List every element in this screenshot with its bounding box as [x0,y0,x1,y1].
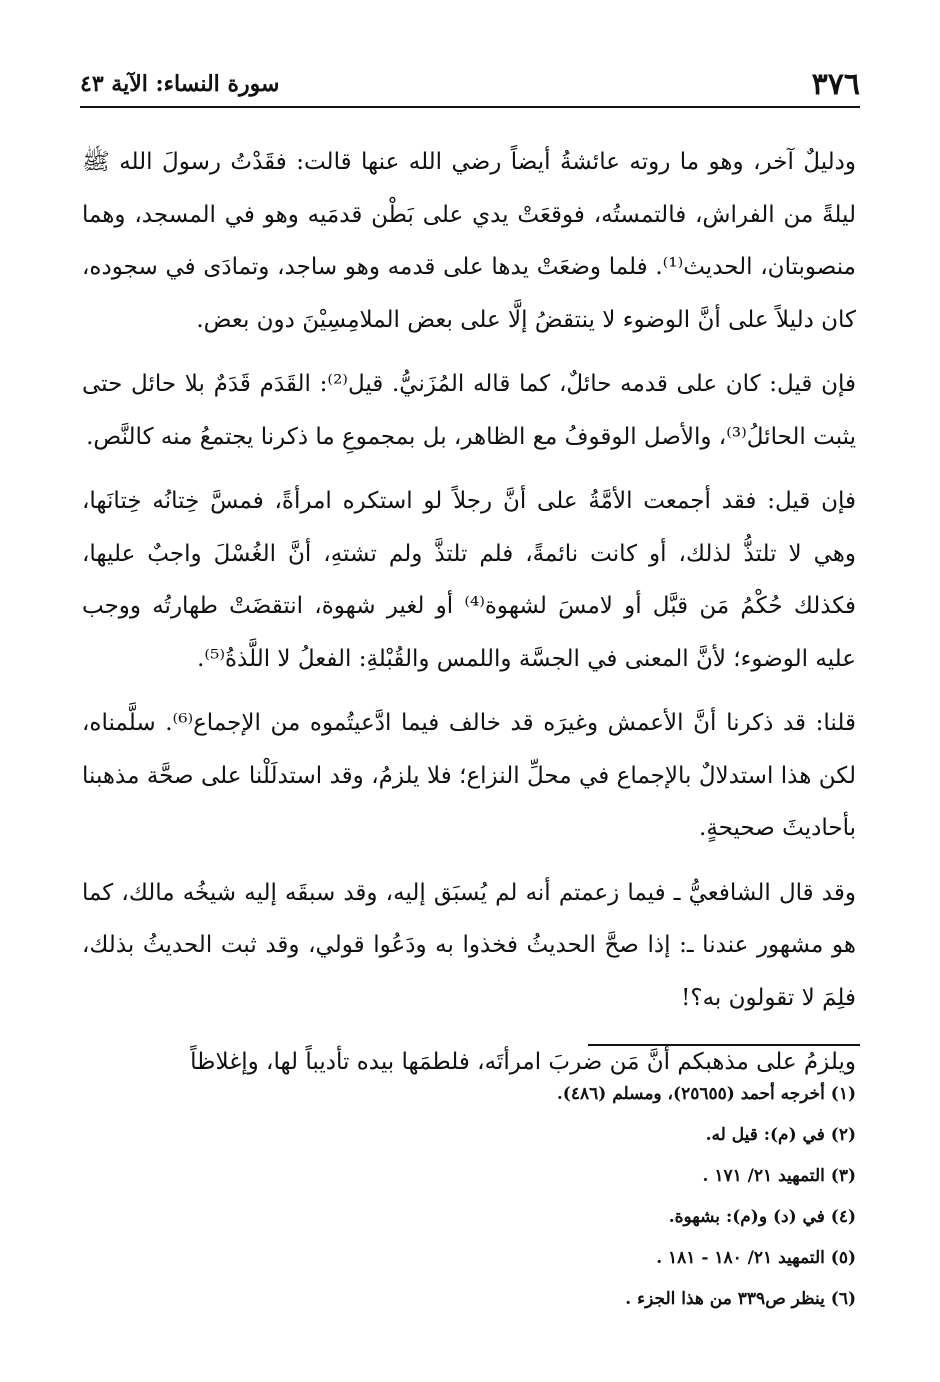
paragraph: فإن قيل: كان على قدمه حائلٌ، كما قاله المُزَنيُّ. قيل⁽²⁾: القَدَم قَدَمٌ بلا حائل حتى يثبت الحائلُ⁽³⁾، والأصل الوقوفُ مع الظاهر، بل بمجموعِ ما ذكرنا يجتمعُ منه كالنَّص. [82,371,856,450]
footnote: (٣) التمهيد ٢١/ ١٧١ . [702,1166,856,1186]
footnote: (٢) في (م): قيل له. [705,1125,856,1145]
page-header [80,62,860,108]
footnote: (٦) ينظر ص٣٣٩ من هذا الجزء . [625,1289,856,1309]
page-number: ٣٧٦ [811,66,860,102]
main-text [82,136,856,1101]
footnotes [82,1074,856,1320]
paragraph: ويلزمُ على مذهبكم أنَّ مَن ضربَ امرأتَه، فلطمَها بيده تأديباً لها، وإغلاظاً [190,1049,856,1075]
running-title: سورة النساء: الآية ٤٣ [80,71,280,97]
footnote: (١) أخرجه أحمد (٢٥٦٥٥)، ومسلم (٤٨٦). [556,1084,856,1104]
footnote: (٤) في (د) و(م): بشهوة. [668,1207,856,1227]
footnote-divider [588,1044,860,1046]
paragraph: وقد قال الشافعيُّ ـ فيما زعمتم أنه لم يُسبَق إليه، وقد سبقَه إليه شيخُه مالك، كما هو مشهور عندنا ـ: إذا صحَّ الحديثُ فخذوا به ودَعُوا قولي، وقد ثبت الحديثُ بذلك، فلِمَ لا تقولون به؟! [82,879,856,1011]
paragraph: قلنا: قد ذكرنا أنَّ الأعمش وغيرَه قد خالف فيما ادَّعيتُموه من الإجماع⁽⁶⁾. سلَّمناه، لكن هذا استدلالٌ بالإجماع في محلِّ النزاع؛ فلا يلزمُ، وقد استدلَلْنا على صحَّة مذهبنا بأحاديثَ صحيحةٍ. [82,710,856,841]
footnote: (٥) التمهيد ٢١/ ١٨٠ - ١٨١ . [656,1248,856,1268]
paragraph: فإن قيل: فقد أجمعت الأمَّةُ على أنَّ رجلاً لو استكره امرأةً، فمسَّ خِتانُه خِتانَها، وهي لا تلتذُّ لذلك، أو كانت نائمةً، فلم تلتذَّ ولم تشتهِ، أنَّ الغُسْلَ واجبٌ عليها، فكذلك حُكْمُ مَن قبَّل أو لامسَ لشهوة⁽⁴⁾ أو لغير شهوة، انتقضَتْ طهارتُه ووجب عليه الوضوء؛ لأنَّ المعنى في الجسَّة واللمس والقُبْلةِ: الفعلُ لا اللَّذةُ⁽⁵⁾. [82,488,856,672]
paragraph: ودليلٌ آخر، وهو ما روته عائشةُ أيضاً رضي الله عنها قالت: فقَدْتُ رسولَ الله ﷺ ليلةً من الفراش، فالتمستُه، فوقعَتْ يدي على بَطْن قدمَيه وهو في المسجد، وهما منصوبتان، الحديث⁽¹⁾. فلما وضعَتْ يدها على قدمه وهو ساجد، وتمادَى في سجوده، كان دليلاً على أنَّ الوضوء لا ينتقضُ إلَّا على بعض الملامِسِيْنَ دون بعض. [82,149,857,333]
